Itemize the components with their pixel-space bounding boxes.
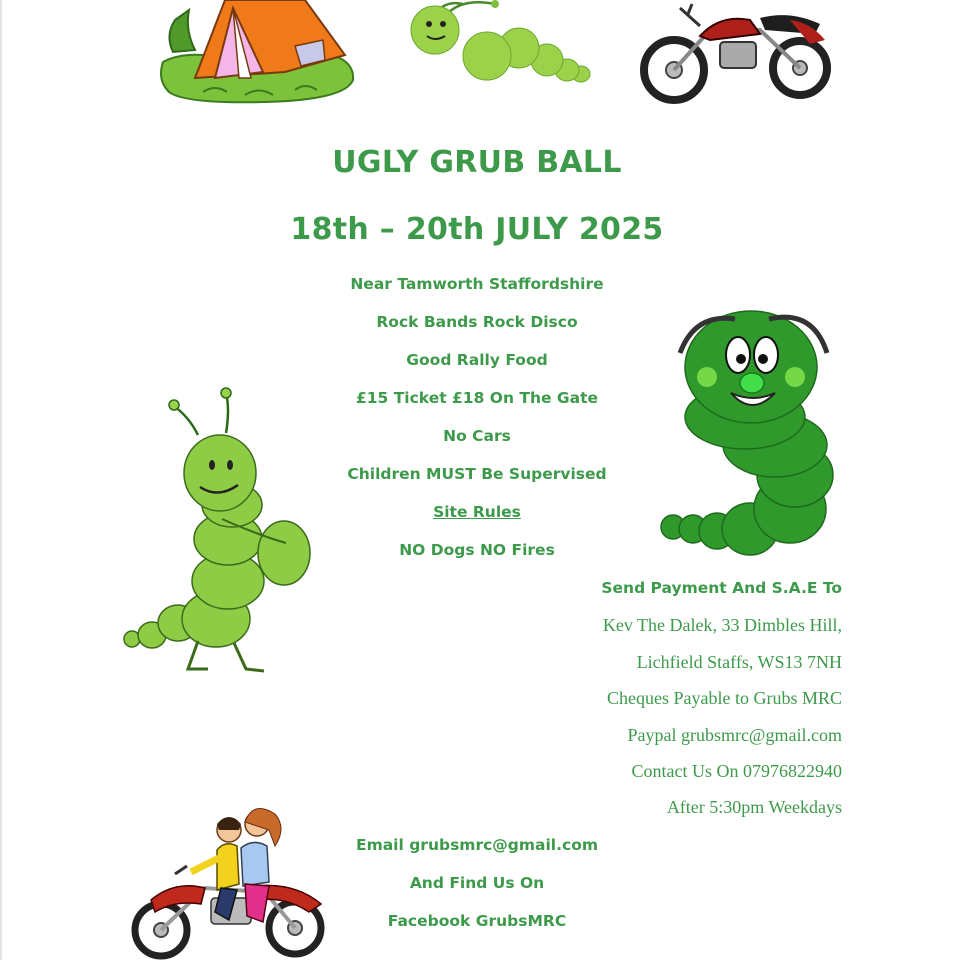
detail-music: Rock Bands Rock Disco bbox=[376, 313, 578, 331]
detail-no-dogs-fires: NO Dogs NO Fires bbox=[399, 541, 555, 559]
grub-mascot-icon bbox=[655, 305, 840, 567]
payment-address-line-2: Lichfield Staffs, WS13 7NH bbox=[636, 652, 842, 672]
event-title: UGLY GRUB BALL bbox=[332, 145, 622, 180]
contact-phone: Contact Us On 07976822940 bbox=[631, 761, 842, 781]
detail-food: Good Rally Food bbox=[406, 351, 548, 369]
caterpillar-clipart-icon bbox=[405, 0, 595, 90]
footer-find-us: And Find Us On bbox=[409, 874, 545, 892]
footer-facebook: Facebook GrubsMRC bbox=[387, 912, 567, 930]
payment-heading: Send Payment And S.A.E To bbox=[601, 579, 842, 597]
footer-email: Email grubsmrc@gmail.com bbox=[355, 836, 598, 854]
detail-location: Near Tamworth Staffordshire bbox=[350, 275, 604, 293]
event-dates: 18th – 20th JULY 2025 bbox=[290, 212, 664, 247]
detail-children: Children MUST Be Supervised bbox=[347, 465, 607, 483]
standing-caterpillar-icon bbox=[118, 385, 314, 677]
tent-clipart-icon bbox=[155, 0, 360, 105]
payment-cheques: Cheques Payable to Grubs MRC bbox=[607, 688, 842, 708]
contact-hours: After 5:30pm Weekdays bbox=[666, 797, 842, 817]
payment-paypal: Paypal grubsmrc@gmail.com bbox=[627, 725, 842, 745]
payment-address-line-1: Kev The Dalek, 33 Dimbles Hill, bbox=[602, 615, 842, 635]
site-rules-link[interactable]: Site Rules bbox=[433, 503, 521, 521]
detail-no-cars: No Cars bbox=[443, 427, 511, 445]
couple-motorcycle-icon bbox=[125, 800, 335, 960]
motorcycle-clipart-icon bbox=[640, 0, 835, 108]
detail-tickets: £15 Ticket £18 On The Gate bbox=[355, 389, 598, 407]
